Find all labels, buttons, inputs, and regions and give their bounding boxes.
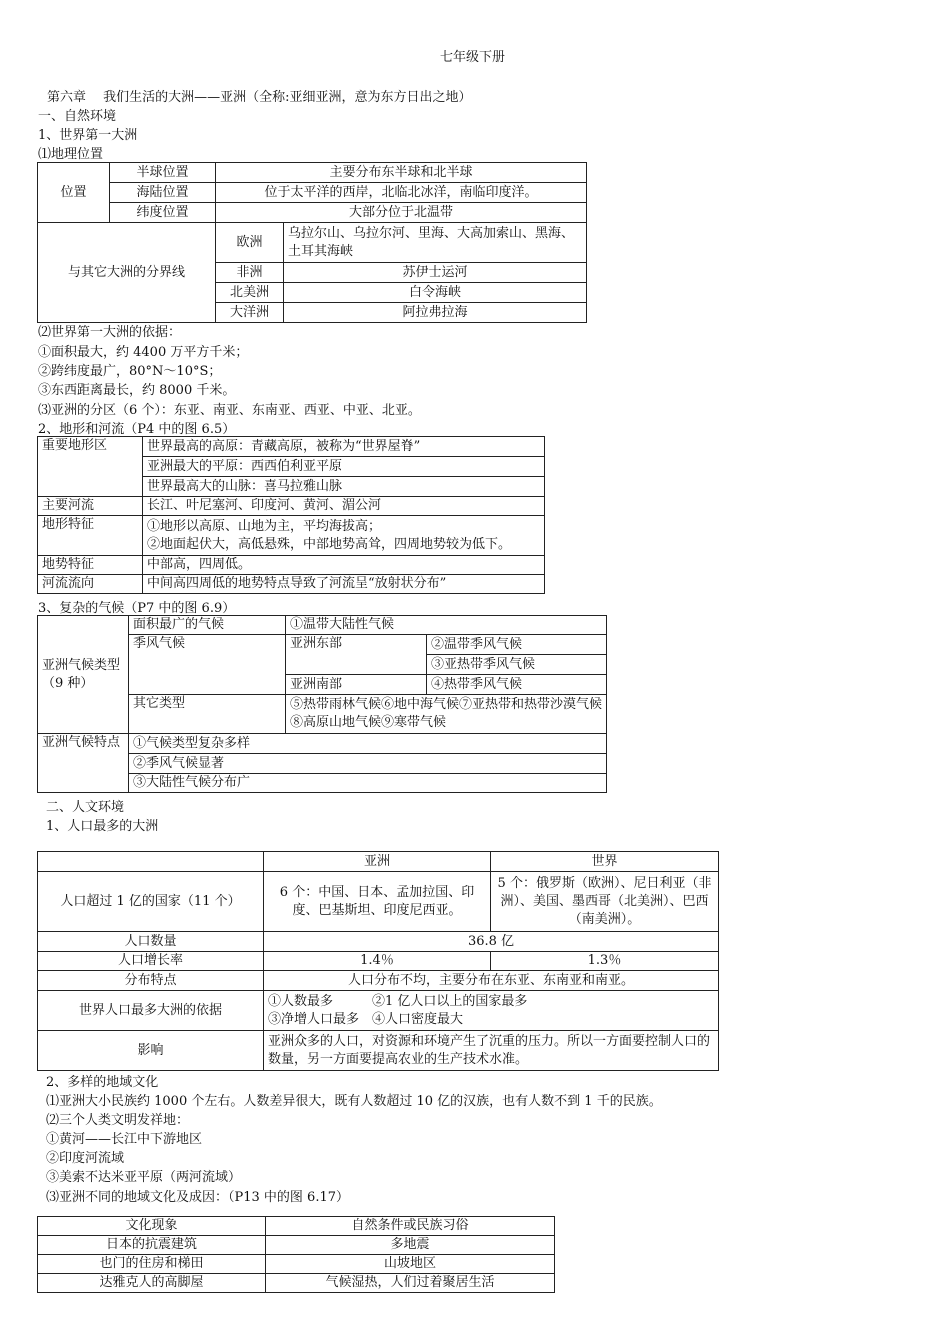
basis-item: ③东西距离最长，约 8000 千米。 (38, 383, 236, 398)
distribution-label: 分布特点 (38, 971, 264, 991)
section-heading-human: 二、人文环境 (46, 800, 125, 815)
east-asia-label: 亚洲东部 (286, 635, 427, 675)
rivers-value: 长江、叶尼塞河、印度河、黄河、湄公河 (143, 497, 545, 516)
climate-feature: ②季风气候显著 (129, 754, 607, 774)
slope-label: 地势特征 (38, 556, 143, 575)
count-value: 36.8 亿 (264, 932, 719, 952)
rivers-label: 主要河流 (38, 497, 143, 516)
latitude-value: 大部分位于北温带 (216, 203, 587, 223)
culture-table (37, 1216, 555, 1293)
boundary-line: 苏伊士运河 (284, 263, 587, 283)
climate-types-label: 亚洲气候类型（9 种） (38, 616, 129, 734)
hemisphere-value: 主要分布东半球和北半球 (216, 163, 587, 183)
boundary-line: 白令海峡 (284, 283, 587, 303)
land-sea-value: 位于太平洋的西岸，北临北冰洋，南临印度洋。 (216, 183, 587, 203)
boundary-line: 乌拉尔山、乌拉尔河、里海、大高加索山、黑海、土耳其海峡 (284, 223, 587, 263)
ethnic-text: ⑴亚洲大小民族约 1000 个左右。人数差异很大，既有人数超过 10 亿的汉族，也有人数不到 1 千的民族。 (46, 1094, 662, 1109)
subheading-terrain: 2、地形和河流（P4 中的图 6.5） (38, 422, 236, 437)
terrain-table (37, 436, 545, 594)
col-cause: 自然条件或民族习俗 (266, 1217, 555, 1236)
flow-value: 中间高四周低的地势特点导致了河流呈“放射状分布” (143, 575, 545, 594)
climate-feature: ①气候类型复杂多样 (129, 734, 607, 754)
col-world: 世界 (491, 852, 719, 872)
terrain-region: 世界最高大的山脉：喜马拉雅山脉 (143, 477, 545, 497)
terrain-regions-label: 重要地形区 (38, 437, 143, 497)
civ-item: ③美索不达米亚平原（两河流域） (46, 1170, 242, 1185)
over100m-asia: 6 个：中国、日本、孟加拉国、印度、巴基斯坦、印度尼西亚。 (264, 872, 491, 932)
climate-features-label: 亚洲气候特点 (38, 734, 129, 793)
boundary-line: 阿拉弗拉海 (284, 303, 587, 323)
subheading-largest-continent: 1、世界第一大洲 (38, 128, 138, 143)
east-climate: ②温带季风气候 (427, 635, 607, 655)
hemisphere-label: 半球位置 (110, 163, 216, 183)
subheading-population: 1、人口最多的大洲 (46, 819, 159, 834)
civ-item: ②印度河流域 (46, 1151, 125, 1166)
feature-line: ②地面起伏大，高低悬殊，中部地势高耸，四周地势较为低下。 (147, 536, 512, 552)
latitude-label: 纬度位置 (110, 203, 216, 223)
south-climate: ④热带季风气候 (427, 675, 607, 695)
over100m-world: 5 个：俄罗斯（欧洲）、尼日利亚（非洲）、美国、墨西哥（北美洲）、巴西（南美洲）。 (491, 872, 719, 932)
climate-table (37, 615, 607, 793)
monsoon-label: 季风气候 (129, 635, 286, 695)
pop-basis-line: ③净增人口最多 ④人口密度最大 (268, 1011, 464, 1027)
culture-phenomenon: 日本的抗震建筑 (38, 1236, 266, 1255)
boundary-continent: 欧洲 (216, 223, 284, 263)
terrain-region: 亚洲最大的平原：西西伯利亚平原 (143, 457, 545, 477)
chapter-title: 第六章 我们生活的大洲——亚洲（全称:亚细亚洲，意为东方日出之地） (47, 90, 472, 105)
other-types-label: 其它类型 (129, 695, 286, 734)
population-table (37, 851, 719, 1071)
basis-item: ①面积最大，约 4400 万平方千米； (38, 345, 249, 360)
culture-heading: ⑶亚洲不同的地域文化及成因：（P13 中的图 6.17） (46, 1190, 349, 1205)
culture-phenomenon: 也门的住房和梯田 (38, 1255, 266, 1274)
civ-item: ①黄河——长江中下游地区 (46, 1132, 203, 1147)
distribution-value: 人口分布不均，主要分布在东亚、东南亚和南亚。 (264, 971, 719, 991)
regions-text: ⑶亚洲的分区（6 个）：东亚、南亚、东南亚、西亚、中亚、北亚。 (38, 403, 421, 418)
subheading-culture: 2、多样的地域文化 (46, 1075, 159, 1090)
population-corner (38, 852, 264, 872)
subheading-climate: 3、复杂的气候（P7 中的图 6.9） (38, 601, 236, 616)
basis-item: ②跨纬度最广，80°N～10°S； (38, 364, 222, 379)
pop-basis-line: ①人数最多 ②1 亿人口以上的国家最多 (268, 993, 528, 1009)
over100m-label: 人口超过 1 亿的国家（11 个） (38, 872, 264, 932)
geo-location-heading: ⑴地理位置 (38, 147, 104, 162)
col-asia: 亚洲 (264, 852, 491, 872)
south-asia-label: 亚洲南部 (286, 675, 427, 695)
impact-label: 影响 (38, 1031, 264, 1071)
slope-value: 中部高，四周低。 (143, 556, 545, 575)
culture-phenomenon: 达雅克人的高脚屋 (38, 1274, 266, 1293)
largest-climate-label: 面积最广的气候 (129, 616, 286, 635)
location-table (37, 162, 587, 323)
flow-label: 河流流向 (38, 575, 143, 594)
civ-heading: ⑵三个人类文明发祥地： (46, 1113, 190, 1128)
boundary-continent: 北美洲 (216, 283, 284, 303)
position-label: 位置 (38, 163, 110, 223)
section-heading-natural: 一、自然环境 (38, 109, 117, 124)
impact-value: 亚洲众多的人口，对资源和环境产生了沉重的压力。所以一方面要控制人口的数量，另一方面要提高农业的生产技术水准。 (264, 1031, 719, 1071)
growth-asia: 1.4％ (264, 952, 491, 971)
other-types-value: ⑤热带雨林气候⑥地中海气候⑦亚热带和热带沙漠气候⑧高原山地气候⑨寒带气候 (286, 695, 607, 734)
pop-basis-label: 世界人口最多大洲的依据 (38, 991, 264, 1031)
boundary-continent: 非洲 (216, 263, 284, 283)
boundary-label: 与其它大洲的分界线 (38, 223, 216, 323)
land-sea-label: 海陆位置 (110, 183, 216, 203)
page-header: 七年级下册 (440, 50, 506, 65)
culture-cause: 气候湿热，人们过着聚居生活 (266, 1274, 555, 1293)
basis-heading: ⑵世界第一大洲的依据： (38, 325, 182, 340)
feature-line: ①地形以高原、山地为主，平均海拔高； (147, 518, 382, 534)
east-climate: ③亚热带季风气候 (427, 655, 607, 675)
col-phenomenon: 文化现象 (38, 1217, 266, 1236)
growth-label: 人口增长率 (38, 952, 264, 971)
count-label: 人口数量 (38, 932, 264, 952)
climate-feature: ③大陆性气候分布广 (129, 774, 607, 793)
features-label: 地形特征 (38, 516, 143, 556)
culture-cause: 山坡地区 (266, 1255, 555, 1274)
largest-climate-value: ①温带大陆性气候 (286, 616, 607, 635)
terrain-region: 世界最高的高原：青藏高原，被称为“世界屋脊” (143, 437, 545, 457)
growth-world: 1.3％ (491, 952, 719, 971)
boundary-continent: 大洋洲 (216, 303, 284, 323)
culture-cause: 多地震 (266, 1236, 555, 1255)
